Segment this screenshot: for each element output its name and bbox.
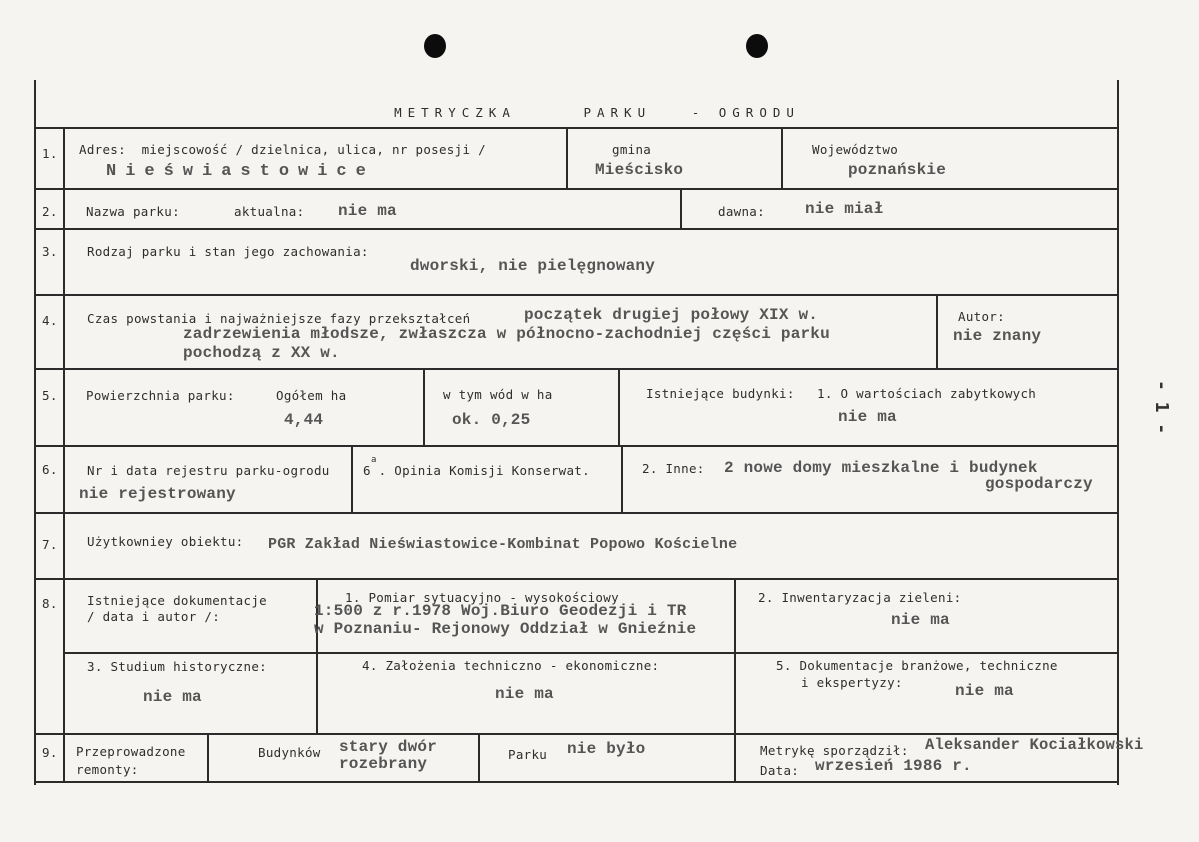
gmina-value: Mieścisko	[595, 161, 684, 179]
vline	[618, 369, 620, 446]
park-name-label: Nazwa parku:	[86, 204, 180, 219]
other-buildings-value-2: gospodarczy	[985, 475, 1093, 493]
row-number: 3.	[42, 244, 58, 259]
hline	[36, 127, 1118, 129]
opinion-sup: a	[371, 455, 377, 465]
address-label: Adres: miejscowość / dzielnica, ulica, nr posesji /	[79, 142, 486, 157]
area-label: Powierzchnia parku:	[86, 388, 235, 403]
voivodeship-label: Województwo	[812, 142, 899, 157]
buildings-label: Istniejące budynki:	[646, 386, 795, 401]
branch-docs-label-2: i ekspertyzy:	[801, 675, 903, 690]
water-area-value: ok. 0,25	[452, 411, 531, 429]
date-value: wrzesień 1986 r.	[815, 757, 972, 775]
other-buildings-value-1: 2 nowe domy mieszkalne i budynek	[724, 459, 1038, 477]
branch-docs-label-1: 5. Dokumentacje branżowe, techniczne	[776, 658, 1058, 673]
frame-left	[34, 80, 36, 785]
hline	[36, 294, 1118, 296]
survey-value-2: w Poznaniu- Rejonowy Oddział w Gnieźnie	[314, 620, 697, 638]
row-number: 5.	[42, 388, 58, 403]
docs-label-2: / data i autor /:	[87, 609, 221, 624]
vline	[734, 579, 736, 734]
title-part-1: METRYCZKA	[394, 105, 516, 120]
vline	[478, 734, 480, 782]
author-value: nie znany	[953, 327, 1042, 345]
address-value: Nieświastowice	[106, 162, 375, 181]
park-repair-value: nie było	[567, 740, 646, 758]
greenery-value: nie ma	[891, 611, 950, 629]
phases-value-3: pochodzą z XX w.	[183, 344, 340, 362]
phases-value-1: początek drugiej połowy XIX w.	[524, 306, 819, 324]
date-label: Data:	[760, 763, 800, 778]
hline	[36, 368, 1118, 370]
greenery-label: 2. Inwentaryzacja zieleni:	[758, 590, 962, 605]
hline	[36, 512, 1118, 514]
technical-value: nie ma	[495, 685, 554, 703]
branch-docs-value: nie ma	[955, 682, 1014, 700]
opinion-label: 6 . Opinia Komisji Konserwat.	[363, 463, 590, 478]
historic-buildings-label: 1. O wartościach zabytkowych	[817, 386, 1037, 401]
register-value: nie rejestrowany	[79, 485, 236, 503]
hline	[36, 228, 1118, 230]
row-number: 4.	[42, 313, 58, 328]
repairs-label-1: Przeprowadzone	[76, 744, 186, 759]
row-number: 7.	[42, 537, 58, 552]
survey-value-1: 1:500 z r.1978 Woj.Biuro Geodezji i TR	[314, 602, 687, 620]
current-name-value: nie ma	[338, 202, 397, 220]
survey-label: 1. Pomiar sytuacyjno - wysokościowy	[345, 590, 619, 605]
total-area-label: Ogółem ha	[276, 388, 347, 403]
vline	[680, 189, 682, 229]
row-number: 2.	[42, 204, 58, 219]
docs-label-1: Istniejące dokumentacje	[87, 593, 267, 608]
vline	[566, 128, 568, 189]
punch-hole-right	[746, 34, 768, 58]
punch-hole-left	[424, 34, 446, 58]
users-label: Użytkowniey obiektu:	[87, 534, 244, 549]
register-label: Nr i data rejestru parku-ogrodu	[87, 463, 330, 478]
hline	[36, 578, 1118, 580]
vline	[423, 369, 425, 446]
park-type-label: Rodzaj parku i stan jego zachowania:	[87, 244, 369, 259]
vline	[781, 128, 783, 189]
title-part-2: PARKU	[583, 105, 652, 120]
author-record-label: Metrykę sporządził:	[760, 743, 909, 758]
phases-value-2: zadrzewienia młodsze, zwłaszcza w północno-zachodniej części parku	[183, 325, 830, 343]
phases-label: Czas powstania i najważniejsze fazy przekształceń	[87, 311, 471, 326]
history-label: 3. Studium historyczne:	[87, 659, 267, 674]
buildings-repair-label: Budynków	[258, 745, 321, 760]
frame-right	[1117, 80, 1119, 785]
voivodeship-value: poznańskie	[848, 161, 947, 179]
gmina-label: gmina	[612, 142, 652, 157]
hline	[36, 781, 1118, 783]
vline	[351, 446, 353, 513]
page-number-text: - 1 -	[1151, 380, 1172, 435]
former-name-label: dawna:	[718, 204, 765, 219]
buildings-repair-value-2: rozebrany	[339, 755, 428, 773]
technical-label: 4. Założenia techniczno - ekonomiczne:	[362, 658, 660, 673]
former-name-value: nie miał	[805, 200, 884, 218]
page-number-mark	[1150, 380, 1172, 440]
title-part-3: - OGRODU	[691, 105, 800, 120]
vline	[207, 734, 209, 782]
buildings-repair-value-1: stary dwór	[339, 738, 438, 756]
hline	[36, 733, 1118, 735]
hline	[36, 188, 1118, 190]
author-record-value: Aleksander Kociałkowski	[925, 736, 1144, 754]
other-buildings-label: 2. Inne:	[642, 461, 705, 476]
vline	[734, 734, 736, 782]
vline	[936, 295, 938, 369]
total-area-value: 4,44	[284, 411, 324, 429]
history-value: nie ma	[143, 688, 202, 706]
park-repair-label: Parku	[508, 747, 548, 762]
users-value: PGR Zakład Nieświastowice-Kombinat Popowo Kościelne	[268, 536, 738, 553]
historic-buildings-value: nie ma	[838, 408, 897, 426]
current-name-label: aktualna:	[234, 204, 305, 219]
frame-inner-left	[63, 128, 65, 782]
hline	[36, 445, 1118, 447]
author-label: Autor:	[958, 309, 1005, 324]
hline	[63, 652, 1118, 654]
row-number: 1.	[42, 146, 58, 161]
row-number: 6.	[42, 462, 58, 477]
park-type-value: dworski, nie pielęgnowany	[410, 257, 656, 275]
water-area-label: w tym wód w ha	[443, 387, 553, 402]
vline	[621, 446, 623, 513]
row-number: 8.	[42, 596, 58, 611]
repairs-label-2: remonty:	[76, 762, 139, 777]
row-number: 9.	[42, 745, 58, 760]
